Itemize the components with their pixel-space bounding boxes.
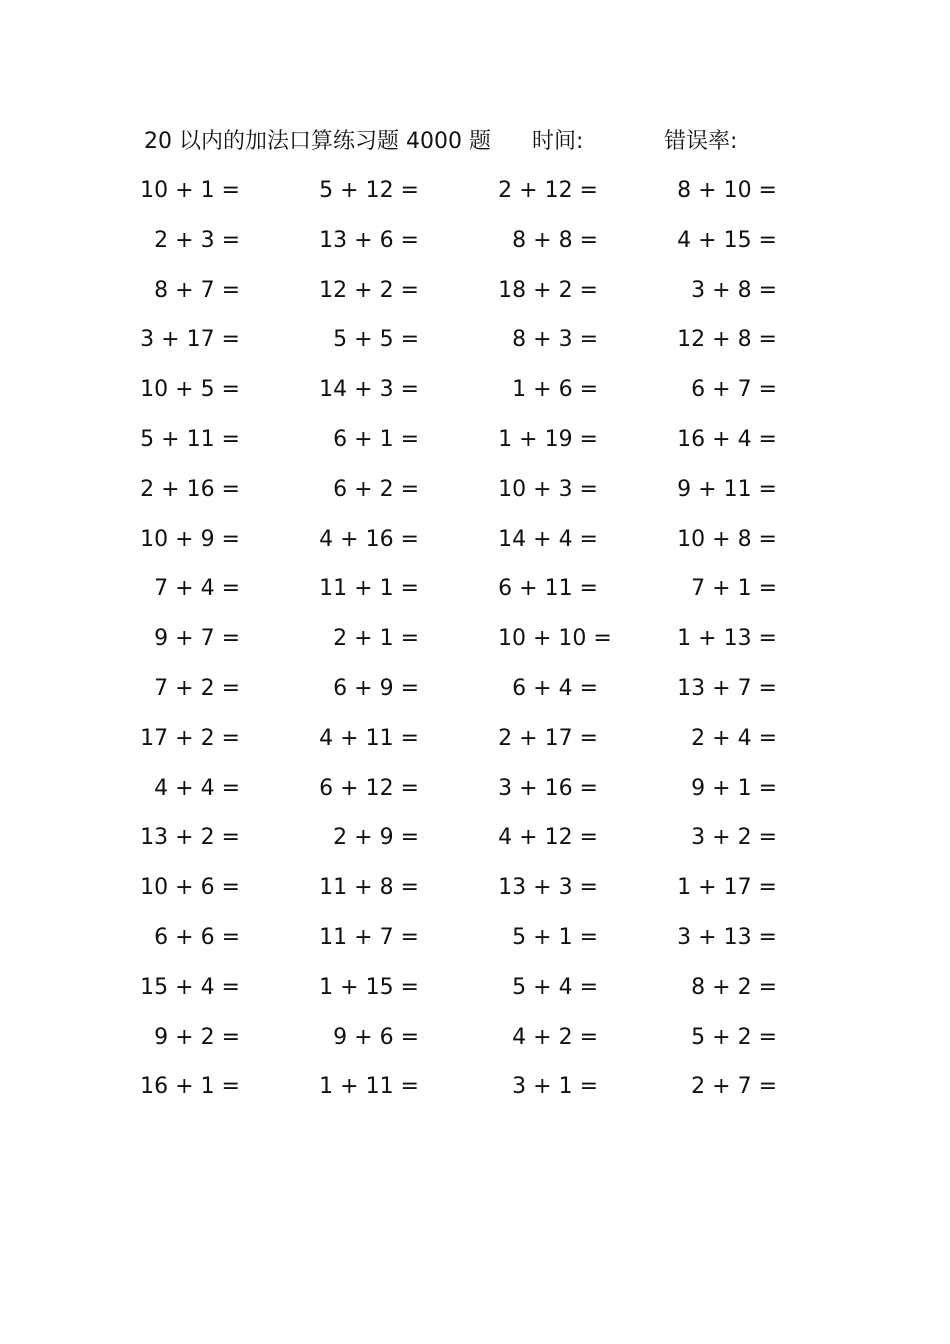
problem-row	[140, 517, 800, 567]
addition-problem: 6 + 12 =	[319, 775, 419, 801]
addition-problem: 16 + 4 =	[677, 426, 777, 452]
addition-problem: 12 + 8 =	[677, 327, 777, 353]
addition-problem: 10 + 3 =	[498, 476, 598, 502]
addition-problem: 3 + 1 =	[512, 1074, 598, 1100]
addition-problem: 2 + 4 =	[691, 725, 777, 751]
addition-problem: 11 + 1 =	[319, 576, 419, 602]
addition-problem: 13 + 2 =	[140, 825, 240, 851]
problem-row	[140, 815, 800, 865]
addition-problem: 3 + 8 =	[691, 277, 777, 303]
addition-problem: 14 + 4 =	[498, 526, 598, 552]
addition-problem: 1 + 17 =	[677, 875, 777, 901]
addition-problem: 10 + 8 =	[677, 526, 777, 552]
addition-problem: 8 + 10 =	[677, 178, 777, 203]
addition-problem: 9 + 2 =	[154, 1024, 240, 1050]
error-rate-label: 错误率:	[664, 129, 738, 154]
addition-problem: 7 + 1 =	[691, 576, 777, 602]
addition-problem: 5 + 12 =	[319, 178, 419, 203]
addition-problem: 8 + 3 =	[512, 327, 598, 353]
addition-problem: 18 + 2 =	[498, 277, 598, 303]
addition-problem: 2 + 3 =	[154, 227, 240, 253]
addition-problem: 14 + 3 =	[319, 377, 419, 403]
addition-problem: 1 + 11 =	[319, 1074, 419, 1100]
addition-problem: 4 + 15 =	[677, 227, 777, 253]
time-label: 时间:	[532, 129, 584, 154]
problem-row	[140, 865, 800, 915]
addition-problem: 4 + 11 =	[319, 725, 419, 751]
addition-problem: 4 + 2 =	[512, 1024, 598, 1050]
addition-problem: 7 + 4 =	[154, 576, 240, 602]
addition-problem: 11 + 7 =	[319, 924, 419, 950]
addition-problem: 5 + 1 =	[512, 924, 598, 950]
problem-row	[140, 268, 800, 318]
addition-problem: 5 + 5 =	[333, 327, 419, 353]
problem-row	[140, 417, 800, 467]
problem-row	[140, 218, 800, 268]
addition-problem: 6 + 1 =	[333, 426, 419, 452]
problem-row	[140, 965, 800, 1015]
addition-problem: 12 + 2 =	[319, 277, 419, 303]
addition-problem: 2 + 1 =	[333, 626, 419, 652]
addition-problem: 3 + 2 =	[691, 825, 777, 851]
problem-row	[140, 566, 800, 616]
problem-row	[140, 1015, 800, 1065]
addition-problem: 9 + 1 =	[691, 775, 777, 801]
addition-problem: 9 + 11 =	[677, 476, 777, 502]
addition-problem: 10 + 9 =	[140, 526, 240, 552]
addition-problem: 10 + 6 =	[140, 875, 240, 901]
addition-problem: 1 + 6 =	[512, 377, 598, 403]
problem-row	[140, 716, 800, 766]
worksheet-title: 20 以内的加法口算练习题 4000 题	[144, 129, 491, 154]
addition-problem: 2 + 12 =	[498, 178, 598, 203]
problem-grid	[140, 168, 800, 1114]
addition-problem: 10 + 1 =	[140, 178, 240, 203]
addition-problem: 13 + 6 =	[319, 227, 419, 253]
addition-problem: 2 + 16 =	[140, 476, 240, 502]
addition-problem: 4 + 12 =	[498, 825, 598, 851]
addition-problem: 8 + 8 =	[512, 227, 598, 253]
addition-problem: 4 + 16 =	[319, 526, 419, 552]
problem-row	[140, 616, 800, 666]
addition-problem: 16 + 1 =	[140, 1074, 240, 1100]
problem-row	[140, 467, 800, 517]
addition-problem: 6 + 4 =	[512, 675, 598, 701]
addition-problem: 1 + 19 =	[498, 426, 598, 452]
addition-problem: 2 + 9 =	[333, 825, 419, 851]
addition-problem: 8 + 7 =	[154, 277, 240, 303]
problem-row	[140, 766, 800, 816]
problem-row	[140, 367, 800, 417]
problem-row	[140, 1064, 800, 1114]
problem-row	[140, 915, 800, 965]
addition-problem: 10 + 5 =	[140, 377, 240, 403]
addition-problem: 6 + 11 =	[498, 576, 598, 602]
addition-problem: 4 + 4 =	[154, 775, 240, 801]
addition-problem: 3 + 16 =	[498, 775, 598, 801]
addition-problem: 17 + 2 =	[140, 725, 240, 751]
problem-row	[140, 317, 800, 367]
problem-row	[140, 666, 800, 716]
addition-problem: 2 + 17 =	[498, 725, 598, 751]
addition-problem: 9 + 7 =	[154, 626, 240, 652]
addition-problem: 5 + 4 =	[512, 974, 598, 1000]
addition-problem: 2 + 7 =	[691, 1074, 777, 1100]
addition-problem: 9 + 6 =	[333, 1024, 419, 1050]
addition-problem: 15 + 4 =	[140, 974, 240, 1000]
problem-row	[140, 168, 800, 218]
addition-problem: 10 + 10 =	[498, 626, 612, 652]
addition-problem: 5 + 11 =	[140, 426, 240, 452]
addition-problem: 1 + 15 =	[319, 974, 419, 1000]
addition-problem: 11 + 8 =	[319, 875, 419, 901]
addition-problem: 6 + 9 =	[333, 675, 419, 701]
addition-problem: 3 + 17 =	[140, 327, 240, 353]
addition-problem: 1 + 13 =	[677, 626, 777, 652]
addition-problem: 6 + 7 =	[691, 377, 777, 403]
addition-problem: 6 + 6 =	[154, 924, 240, 950]
addition-problem: 3 + 13 =	[677, 924, 777, 950]
addition-problem: 5 + 2 =	[691, 1024, 777, 1050]
addition-problem: 6 + 2 =	[333, 476, 419, 502]
addition-problem: 8 + 2 =	[691, 974, 777, 1000]
addition-problem: 13 + 7 =	[677, 675, 777, 701]
addition-problem: 7 + 2 =	[154, 675, 240, 701]
addition-problem: 13 + 3 =	[498, 875, 598, 901]
